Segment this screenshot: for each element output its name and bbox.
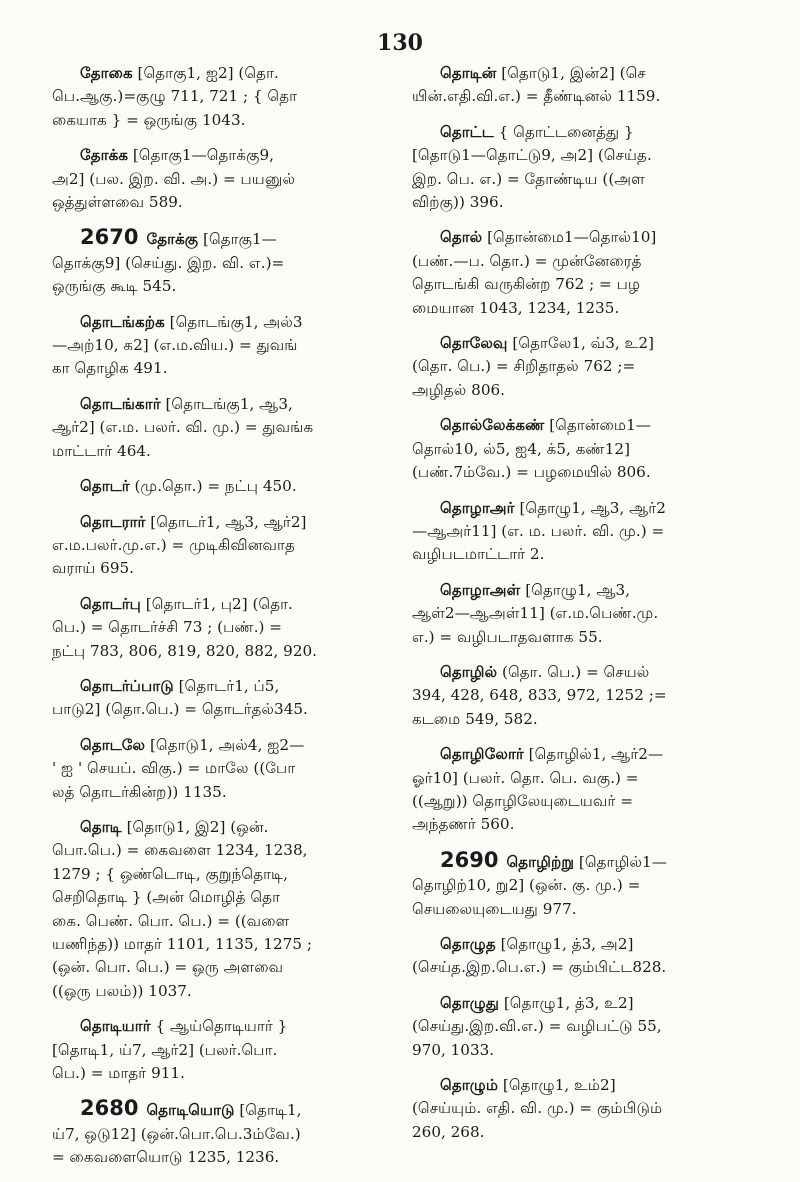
headword: தொடலே (80, 735, 146, 754)
entry-text: [தொழு1, த்3, உ2] (499, 993, 634, 1012)
entry-text: 260, 268. (412, 1122, 485, 1141)
entry-text: 970, 1033. (412, 1040, 495, 1059)
entry-first-line (412, 121, 764, 144)
entry-line (412, 168, 764, 191)
headword: தொடியொடு (146, 1101, 235, 1120)
entry-first-line (52, 734, 392, 757)
right-column (412, 62, 764, 1156)
entry-line (412, 543, 764, 566)
dictionary-entry (412, 992, 764, 1062)
entry-line (52, 275, 392, 298)
entry-text: கையாக } = ஒருங்கு 1043. (52, 110, 246, 129)
entry-text: யின்.எதி.வி.எ.) = தீண்டினல் 1159. (412, 87, 661, 106)
headword: தொழில் (440, 662, 498, 681)
entry-text: இற. பெ. எ.) = தோண்டிய ((அள (412, 169, 645, 188)
entry-first-line (412, 933, 764, 956)
entry-first-line (412, 332, 764, 355)
entry-first-line (412, 414, 764, 437)
entry-text: = கைவளையொடு 1235, 1236. (52, 1148, 280, 1167)
entry-text: [தொன்மை1—தொல்10] (482, 228, 657, 247)
headword: தொழாஅர் (440, 498, 515, 517)
entry-line (412, 520, 764, 543)
entry-line (52, 980, 392, 1003)
entry-line (52, 1039, 392, 1062)
entry-line (52, 334, 392, 357)
headword: தொடர் (80, 477, 130, 496)
entry-text: [தொழு1, த்3, அ2] (495, 935, 634, 953)
entry-text: ஆர்2] (எ.ம. பலர். வி. மு.) = துவங்க (52, 418, 314, 437)
dictionary-entry (52, 311, 392, 381)
entry-text: கா தொழிக 491. (52, 359, 168, 378)
entry-text: லத் தொடர்கின்ற)) 1135. (52, 782, 227, 801)
entry-text: அந்தணர் 560. (412, 815, 515, 834)
entry-text: ஆள்2—ஆஅள்11] (எ.ம.பெண்.மு. (412, 604, 659, 623)
left-column (52, 62, 392, 1182)
entry-line (412, 461, 764, 484)
entry-text: (மு.தொ.) = நட்பு 450. (129, 477, 297, 496)
dictionary-entry (52, 1015, 392, 1085)
headword: தொல்லேக்கண் (440, 416, 545, 435)
dictionary-entry (52, 226, 392, 298)
entry-first-line (412, 62, 764, 85)
entry-text: (செய்த.இற.பெ.எ.) = கும்பிட்ட828. (412, 958, 667, 977)
entry-text: வராய் 695. (52, 559, 134, 578)
entry-text: [தொழு1, ஆ3, (520, 580, 631, 599)
entry-text: பாடு2] (தொ.பெ.) = தொடர்தல்345. (52, 700, 308, 719)
entry-text: [தொடு1—தொட்டு9, அ2] (செய்த. (412, 146, 652, 165)
entry-first-line (52, 1097, 392, 1122)
entry-line (52, 557, 392, 580)
dictionary-entry (52, 144, 392, 214)
entry-text: ய்7, ஒடு12] (ஒன்.பொ.பெ.3ம்வே.) (52, 1124, 301, 1143)
entry-text: பெ.) = மாதர் 911. (52, 1064, 185, 1083)
entry-text: (தொ. பெ.) = செயல் (497, 662, 650, 681)
entry-first-line (412, 226, 764, 249)
entry-text: [தொடங்கு1, ஆ3, (160, 394, 293, 413)
entry-text: பொ.பெ.) = கைவளை 1234, 1238, (52, 841, 308, 860)
entry-line (412, 898, 764, 921)
headword: தொழிலோர் (440, 745, 524, 764)
entry-text: பெ.ஆகு.)=குழு 711, 721 ; { தொ (52, 87, 298, 106)
dictionary-entry (412, 332, 764, 402)
entry-number: 2680 (80, 1097, 139, 1121)
entry-text: ((ஆறு)) தொழிலேயுடையவர் = (412, 791, 633, 810)
entry-text: [தொடங்கு1, அல்3 (164, 312, 303, 331)
entry-text: ஓர்10] (பலர். தொ. பெ. வகு.) = (412, 768, 639, 787)
entry-first-line (52, 226, 392, 251)
entry-number: 2690 (440, 848, 499, 872)
entry-line (412, 626, 764, 649)
entry-text: தொக்கு9] (செய்து. இற. வி. எ.)= (52, 253, 285, 272)
entry-text: தொடங்கி வருகின்ற 762 ; = பழ (412, 275, 641, 294)
headword: தொழுது (440, 993, 500, 1012)
entry-text: ஒத்துள்ளவை 589. (52, 193, 183, 212)
entry-first-line (52, 393, 392, 416)
dictionary-entry (412, 497, 764, 567)
entry-line (52, 1062, 392, 1085)
entry-text: [தொகு1— (198, 230, 277, 249)
headword: தோக்கு (146, 230, 199, 249)
entry-text: செறிதொடி } (அன் மொழித் தொ (52, 888, 281, 907)
entry-text: (செய்யும். எதி. வி. மு.) = கும்பிடும் (412, 1099, 663, 1118)
headword: தொழிற்று (506, 852, 575, 871)
headword: தொடங்கார் (80, 394, 161, 413)
entry-line (412, 1097, 764, 1120)
dictionary-entry (412, 849, 764, 921)
entry-text: [தொடி1, (234, 1101, 302, 1120)
entry-first-line (52, 816, 392, 839)
headword: தொடின் (440, 64, 497, 82)
entry-text: (செய்து.இற.வி.எ.) = வழிபட்டு 55, (412, 1017, 662, 1036)
entry-line (52, 910, 392, 933)
entry-line (52, 1123, 392, 1146)
entry-first-line (412, 743, 764, 766)
headword: தொலேவு (440, 334, 508, 353)
entry-text: 1279 ; { ஒண்டொடி, குறுந்தொடி, (52, 864, 288, 883)
entry-text: அ2] (பல. இற. வி. அ.) = பயனுல் (52, 169, 296, 188)
entry-text: ((ஒரு பலம்)) 1037. (52, 981, 192, 1000)
dictionary-entry (52, 511, 392, 581)
entry-line (52, 534, 392, 557)
dictionary-entry (52, 393, 392, 463)
headword: தொடர்ப்பாடு (80, 676, 174, 695)
entry-first-line (412, 579, 764, 602)
entry-first-line (52, 1015, 392, 1038)
entry-text: யணிந்த)) மாதர் 1101, 1135, 1275 ; (52, 935, 312, 953)
dictionary-entry (52, 816, 392, 1003)
dictionary-entry (412, 1074, 764, 1144)
entry-text: { தொட்டனைத்து } (493, 122, 634, 141)
entry-text: [தொன்மை1— (544, 416, 651, 435)
entry-text: [தொலே1, வ்3, உ2] (507, 334, 654, 353)
entry-text: [தொகு1, ஐ2] (தொ. (132, 64, 279, 82)
entry-first-line (412, 1074, 764, 1097)
entry-text: [தொடு1, இ2] (ஒன். (121, 817, 269, 836)
dictionary-entry (412, 579, 764, 649)
entry-text: அழிதல் 806. (412, 380, 505, 399)
entry-text: வழிபடமாட்டார் 2. (412, 545, 545, 564)
entry-text: [தொழு1, உம்2] (498, 1076, 616, 1095)
entry-line (412, 438, 764, 461)
entry-line (412, 1121, 764, 1144)
entry-line (52, 191, 392, 214)
headword: தொழாஅள் (440, 580, 521, 599)
entry-line (52, 168, 392, 191)
entry-text: எ.) = வழிபடாதவளாக 55. (412, 627, 603, 646)
entry-line (52, 252, 392, 275)
entry-text: [தொடர்1, ஆ3, ஆர்2] (145, 512, 307, 531)
entry-first-line (52, 311, 392, 334)
entry-first-line (52, 62, 392, 85)
headword: தொழும் (440, 1076, 499, 1095)
dictionary-entry (412, 226, 764, 320)
page-number: 130 (377, 30, 423, 56)
dictionary-entry (52, 734, 392, 804)
dictionary-entry (52, 675, 392, 722)
entry-line (52, 640, 392, 663)
entry-line (412, 1039, 764, 1062)
entry-text: (பண்.7ம்வே.) = பழமையில் 806. (412, 463, 651, 482)
headword: தொட்ட (440, 122, 494, 141)
entry-line (52, 781, 392, 804)
entry-line (52, 109, 392, 132)
entry-text: [தொடு1, இன்2] (செ (496, 64, 646, 82)
entry-line (412, 684, 764, 707)
entry-line (412, 85, 764, 108)
headword: தொடி (80, 817, 122, 836)
entry-line (412, 355, 764, 378)
entry-text: [தொழில்1, ஆர்2— (523, 745, 664, 764)
entry-line (412, 708, 764, 731)
entry-text: மாட்டார் 464. (52, 441, 151, 460)
entry-text: —ஆஅர்11] (எ. ம. பலர். வி. மு.) = (412, 521, 665, 540)
headword: தொடியார் (80, 1017, 151, 1036)
dictionary-entry (52, 475, 392, 498)
entry-text: [தொழு1, ஆ3, ஆர்2 (514, 498, 666, 517)
entry-text: [தொகு1—தொக்கு9, (128, 146, 274, 165)
entry-line (52, 757, 392, 780)
entry-line (412, 602, 764, 625)
entry-line (412, 297, 764, 320)
entry-first-line (412, 497, 764, 520)
entry-line (412, 956, 764, 979)
entry-text: தொழிற்10, று2] (ஒன். கு. மு.) = (412, 876, 641, 895)
entry-text: கை. பெண். பொ. பெ.) = ((வளை (52, 911, 290, 930)
entry-line (412, 191, 764, 214)
entry-text: { ஆய்தொடியார் } (150, 1017, 288, 1036)
dictionary-entry (412, 661, 764, 731)
entry-text: விற்கு)) 396. (412, 193, 504, 212)
entry-first-line (52, 475, 392, 498)
dictionary-entry (52, 593, 392, 663)
entry-text: தொல்10, ல்5, ஐ4, க்5, கண்12] (412, 439, 630, 458)
entry-line (412, 790, 764, 813)
entry-text: பெ.) = தொடர்ச்சி 73 ; (பண்.) = (52, 618, 283, 637)
entry-number: 2670 (80, 226, 139, 250)
dictionary-entry (412, 743, 764, 837)
entry-text: கடமை 549, 582. (412, 709, 538, 728)
entry-text: (ஒன். பொ. பெ.) = ஒரு அளவை (52, 958, 284, 977)
entry-text: (தொ. பெ.) = சிறிதாதல் 762 ;= (412, 357, 636, 376)
headword: தோக்க (80, 146, 129, 165)
entry-first-line (412, 661, 764, 684)
entry-text: [தொடர்1, பு2] (தொ. (140, 594, 293, 613)
entry-line (412, 379, 764, 402)
entry-line (52, 440, 392, 463)
entry-line (52, 1146, 392, 1169)
entry-line (412, 1015, 764, 1038)
entry-line (412, 874, 764, 897)
entry-line (412, 250, 764, 273)
entry-first-line (412, 992, 764, 1015)
headword: தொடரார் (80, 512, 146, 531)
headword: தொடங்கற்க (80, 312, 165, 331)
entry-line (412, 273, 764, 296)
entry-text: நட்பு 783, 806, 819, 820, 882, 920. (52, 641, 317, 660)
entry-text: [தொடி1, ய்7, ஆர்2] (பலர்.பொ. (52, 1040, 278, 1059)
headword: தொழுத (440, 935, 496, 953)
headword: தொல் (440, 228, 483, 247)
entry-text: (பண்.—ப. தொ.) = முன்னேரைத் (412, 251, 642, 270)
dictionary-entry (412, 121, 764, 215)
entry-line (52, 416, 392, 439)
entry-first-line (52, 144, 392, 167)
entry-first-line (52, 511, 392, 534)
dictionary-entry (52, 62, 392, 132)
dictionary-entry (412, 414, 764, 484)
entry-line (52, 886, 392, 909)
headword: தோகை (80, 64, 133, 82)
entry-line (52, 863, 392, 886)
entry-text: மையான 1043, 1234, 1235. (412, 298, 620, 317)
entry-line (52, 616, 392, 639)
entry-text: —அற்10, க2] (எ.ம.விய.) = துவங் (52, 336, 298, 355)
entry-line (52, 956, 392, 979)
entry-text: ஒருங்கு கூடி 545. (52, 277, 177, 296)
entry-line (52, 933, 392, 956)
entry-first-line (52, 593, 392, 616)
dictionary-entry (412, 62, 764, 109)
entry-first-line (52, 675, 392, 698)
entry-text: [தொழில்1— (574, 852, 667, 871)
entry-text: ' ஐ ' செயப். விகு.) = மாலே ((போ (52, 759, 296, 778)
entry-line (412, 813, 764, 836)
entry-line (52, 839, 392, 862)
entry-text: எ.ம.பலர்.மு.எ.) = முடிகிவினவாத (52, 535, 295, 554)
entry-line (52, 85, 392, 108)
entry-text: [தொடு1, அல்4, ஐ2— (145, 735, 305, 754)
entry-line (52, 357, 392, 380)
entry-line (412, 144, 764, 167)
entry-line (412, 767, 764, 790)
entry-text: 394, 428, 648, 833, 972, 1252 ;= (412, 686, 667, 705)
dictionary-entry (412, 933, 764, 980)
entry-text: செயலையுடையது 977. (412, 899, 577, 918)
headword: தொடர்பு (80, 594, 141, 613)
entry-text: [தொடர்1, ப்5, (173, 676, 280, 695)
entry-first-line (412, 849, 764, 874)
entry-line (52, 698, 392, 721)
dictionary-entry (52, 1097, 392, 1169)
